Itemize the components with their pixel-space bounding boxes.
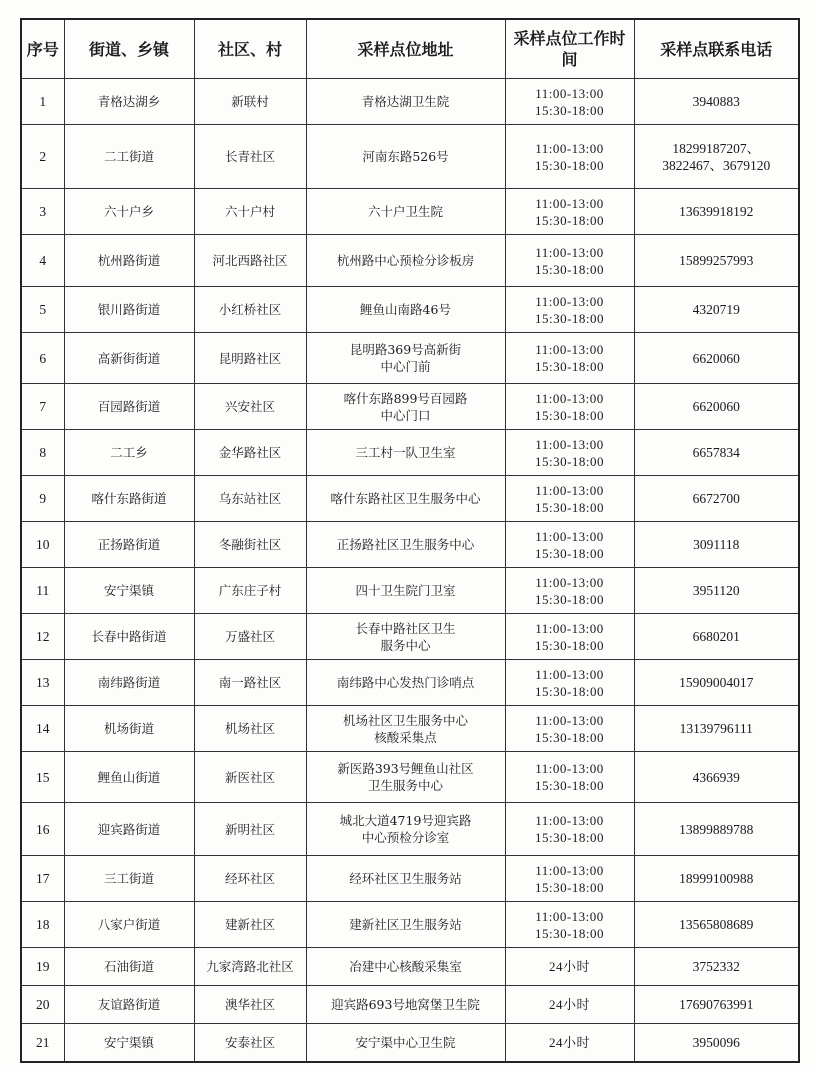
- cell-community: 经环社区: [194, 856, 306, 902]
- cell-phone: 15909004017: [634, 660, 799, 706]
- cell-community: 兴安社区: [194, 384, 306, 430]
- cell-index: 9: [21, 476, 64, 522]
- cell-street: 三工街道: [64, 856, 194, 902]
- cell-hours: 24小时: [505, 948, 634, 986]
- cell-index: 14: [21, 706, 64, 752]
- cell-address: 迎宾路693号地窝堡卫生院: [306, 986, 505, 1024]
- cell-street: 二工街道: [64, 125, 194, 189]
- cell-hours: 11:00-13:00 15:30-18:00: [505, 125, 634, 189]
- cell-street: 杭州路街道: [64, 235, 194, 287]
- cell-phone: 3950096: [634, 1024, 799, 1062]
- cell-street: 长春中路街道: [64, 614, 194, 660]
- table-row: [21, 125, 799, 189]
- cell-index: 15: [21, 752, 64, 803]
- table-row: [21, 948, 799, 986]
- cell-street: 石油街道: [64, 948, 194, 986]
- table-row: [21, 1024, 799, 1062]
- table-row: [21, 752, 799, 803]
- cell-community: 冬融街社区: [194, 522, 306, 568]
- header-index: 序号: [21, 19, 64, 79]
- cell-phone: 17690763991: [634, 986, 799, 1024]
- cell-hours: 11:00-13:00 15:30-18:00: [505, 752, 634, 803]
- table-row: [21, 522, 799, 568]
- cell-address: 冶建中心核酸采集室: [306, 948, 505, 986]
- sampling-sites-table: [20, 18, 800, 1063]
- cell-address: 正扬路社区卫生服务中心: [306, 522, 505, 568]
- cell-hours: 11:00-13:00 15:30-18:00: [505, 902, 634, 948]
- cell-community: 九家湾路北社区: [194, 948, 306, 986]
- cell-phone: 13899889788: [634, 803, 799, 856]
- header-row: [21, 19, 799, 79]
- cell-hours: 11:00-13:00 15:30-18:00: [505, 856, 634, 902]
- cell-address: 青格达湖卫生院: [306, 79, 505, 125]
- cell-hours: 11:00-13:00 15:30-18:00: [505, 287, 634, 333]
- cell-address: 六十户卫生院: [306, 189, 505, 235]
- table-row: [21, 476, 799, 522]
- cell-community: 新医社区: [194, 752, 306, 803]
- cell-address: 经环社区卫生服务站: [306, 856, 505, 902]
- cell-phone: 3951120: [634, 568, 799, 614]
- cell-street: 青格达湖乡: [64, 79, 194, 125]
- cell-community: 新联村: [194, 79, 306, 125]
- cell-address: 杭州路中心预检分诊板房: [306, 235, 505, 287]
- cell-address: 安宁渠中心卫生院: [306, 1024, 505, 1062]
- cell-community: 建新社区: [194, 902, 306, 948]
- cell-hours: 11:00-13:00 15:30-18:00: [505, 568, 634, 614]
- cell-phone: 4320719: [634, 287, 799, 333]
- cell-index: 1: [21, 79, 64, 125]
- cell-phone: 6672700: [634, 476, 799, 522]
- cell-street: 八家户街道: [64, 902, 194, 948]
- cell-community: 广东庄子村: [194, 568, 306, 614]
- cell-hours: 11:00-13:00 15:30-18:00: [505, 706, 634, 752]
- cell-street: 百园路街道: [64, 384, 194, 430]
- cell-address: 四十卫生院门卫室: [306, 568, 505, 614]
- table-row: [21, 986, 799, 1024]
- cell-hours: 11:00-13:00 15:30-18:00: [505, 333, 634, 384]
- table-row: [21, 902, 799, 948]
- cell-hours: 11:00-13:00 15:30-18:00: [505, 79, 634, 125]
- cell-index: 18: [21, 902, 64, 948]
- cell-address: 长春中路社区卫生 服务中心: [306, 614, 505, 660]
- cell-street: 安宁渠镇: [64, 568, 194, 614]
- cell-community: 小红桥社区: [194, 287, 306, 333]
- cell-phone: 13639918192: [634, 189, 799, 235]
- cell-community: 万盛社区: [194, 614, 306, 660]
- cell-phone: 6657834: [634, 430, 799, 476]
- cell-index: 8: [21, 430, 64, 476]
- cell-hours: 24小时: [505, 986, 634, 1024]
- cell-index: 16: [21, 803, 64, 856]
- cell-address: 三工村一队卫生室: [306, 430, 505, 476]
- table-row: [21, 430, 799, 476]
- cell-street: 南纬路街道: [64, 660, 194, 706]
- table-row: [21, 189, 799, 235]
- cell-street: 友谊路街道: [64, 986, 194, 1024]
- cell-index: 19: [21, 948, 64, 986]
- cell-community: 长青社区: [194, 125, 306, 189]
- cell-address: 城北大道4719号迎宾路 中心预检分诊室: [306, 803, 505, 856]
- cell-phone: 3091118: [634, 522, 799, 568]
- table-row: [21, 706, 799, 752]
- cell-street: 银川路街道: [64, 287, 194, 333]
- cell-hours: 11:00-13:00 15:30-18:00: [505, 476, 634, 522]
- cell-hours: 11:00-13:00 15:30-18:00: [505, 235, 634, 287]
- cell-address: 喀什东路社区卫生服务中心: [306, 476, 505, 522]
- cell-hours: 11:00-13:00 15:30-18:00: [505, 189, 634, 235]
- cell-index: 12: [21, 614, 64, 660]
- header-street: 街道、乡镇: [64, 19, 194, 79]
- table-row: [21, 856, 799, 902]
- cell-street: 迎宾路街道: [64, 803, 194, 856]
- cell-address: 鲤鱼山南路46号: [306, 287, 505, 333]
- table-row: [21, 803, 799, 856]
- table-row: [21, 660, 799, 706]
- table-row: [21, 614, 799, 660]
- table-row: [21, 333, 799, 384]
- cell-index: 2: [21, 125, 64, 189]
- cell-community: 河北西路社区: [194, 235, 306, 287]
- cell-address: 喀什东路899号百园路 中心门口: [306, 384, 505, 430]
- cell-address: 建新社区卫生服务站: [306, 902, 505, 948]
- cell-address: 新医路393号鲤鱼山社区 卫生服务中心: [306, 752, 505, 803]
- cell-index: 3: [21, 189, 64, 235]
- cell-street: 机场街道: [64, 706, 194, 752]
- cell-phone: 15899257993: [634, 235, 799, 287]
- table-row: [21, 235, 799, 287]
- cell-index: 11: [21, 568, 64, 614]
- cell-phone: 3752332: [634, 948, 799, 986]
- table-row: [21, 384, 799, 430]
- cell-phone: 4366939: [634, 752, 799, 803]
- cell-index: 17: [21, 856, 64, 902]
- cell-index: 4: [21, 235, 64, 287]
- cell-hours: 11:00-13:00 15:30-18:00: [505, 522, 634, 568]
- cell-phone: 3940883: [634, 79, 799, 125]
- cell-community: 南一路社区: [194, 660, 306, 706]
- header-address: 采样点位地址: [306, 19, 505, 79]
- cell-street: 二工乡: [64, 430, 194, 476]
- cell-hours: 11:00-13:00 15:30-18:00: [505, 660, 634, 706]
- cell-community: 昆明路社区: [194, 333, 306, 384]
- cell-address: 河南东路526号: [306, 125, 505, 189]
- cell-phone: 18299187207、 3822467、3679120: [634, 125, 799, 189]
- cell-hours: 11:00-13:00 15:30-18:00: [505, 430, 634, 476]
- cell-community: 新明社区: [194, 803, 306, 856]
- table-row: [21, 287, 799, 333]
- cell-index: 13: [21, 660, 64, 706]
- cell-phone: 13139796111: [634, 706, 799, 752]
- cell-index: 5: [21, 287, 64, 333]
- cell-street: 六十户乡: [64, 189, 194, 235]
- cell-hours: 24小时: [505, 1024, 634, 1062]
- cell-community: 金华路社区: [194, 430, 306, 476]
- cell-phone: 18999100988: [634, 856, 799, 902]
- cell-community: 安泰社区: [194, 1024, 306, 1062]
- cell-index: 20: [21, 986, 64, 1024]
- cell-hours: 11:00-13:00 15:30-18:00: [505, 614, 634, 660]
- header-phone: 采样点联系电话: [634, 19, 799, 79]
- cell-address: 南纬路中心发热门诊哨点: [306, 660, 505, 706]
- cell-address: 机场社区卫生服务中心 核酸采集点: [306, 706, 505, 752]
- cell-index: 10: [21, 522, 64, 568]
- cell-community: 乌东站社区: [194, 476, 306, 522]
- cell-index: 7: [21, 384, 64, 430]
- cell-community: 机场社区: [194, 706, 306, 752]
- cell-phone: 13565808689: [634, 902, 799, 948]
- cell-index: 21: [21, 1024, 64, 1062]
- cell-street: 鲤鱼山街道: [64, 752, 194, 803]
- cell-street: 喀什东路街道: [64, 476, 194, 522]
- cell-street: 高新街街道: [64, 333, 194, 384]
- cell-phone: 6620060: [634, 333, 799, 384]
- table-row: [21, 568, 799, 614]
- cell-address: 昆明路369号高新街 中心门前: [306, 333, 505, 384]
- cell-phone: 6620060: [634, 384, 799, 430]
- cell-street: 正扬路街道: [64, 522, 194, 568]
- cell-community: 澳华社区: [194, 986, 306, 1024]
- cell-hours: 11:00-13:00 15:30-18:00: [505, 803, 634, 856]
- header-hours: 采样点位工作时间: [505, 19, 634, 79]
- cell-index: 6: [21, 333, 64, 384]
- table-row: [21, 79, 799, 125]
- cell-community: 六十户村: [194, 189, 306, 235]
- cell-street: 安宁渠镇: [64, 1024, 194, 1062]
- cell-phone: 6680201: [634, 614, 799, 660]
- cell-hours: 11:00-13:00 15:30-18:00: [505, 384, 634, 430]
- header-community: 社区、村: [194, 19, 306, 79]
